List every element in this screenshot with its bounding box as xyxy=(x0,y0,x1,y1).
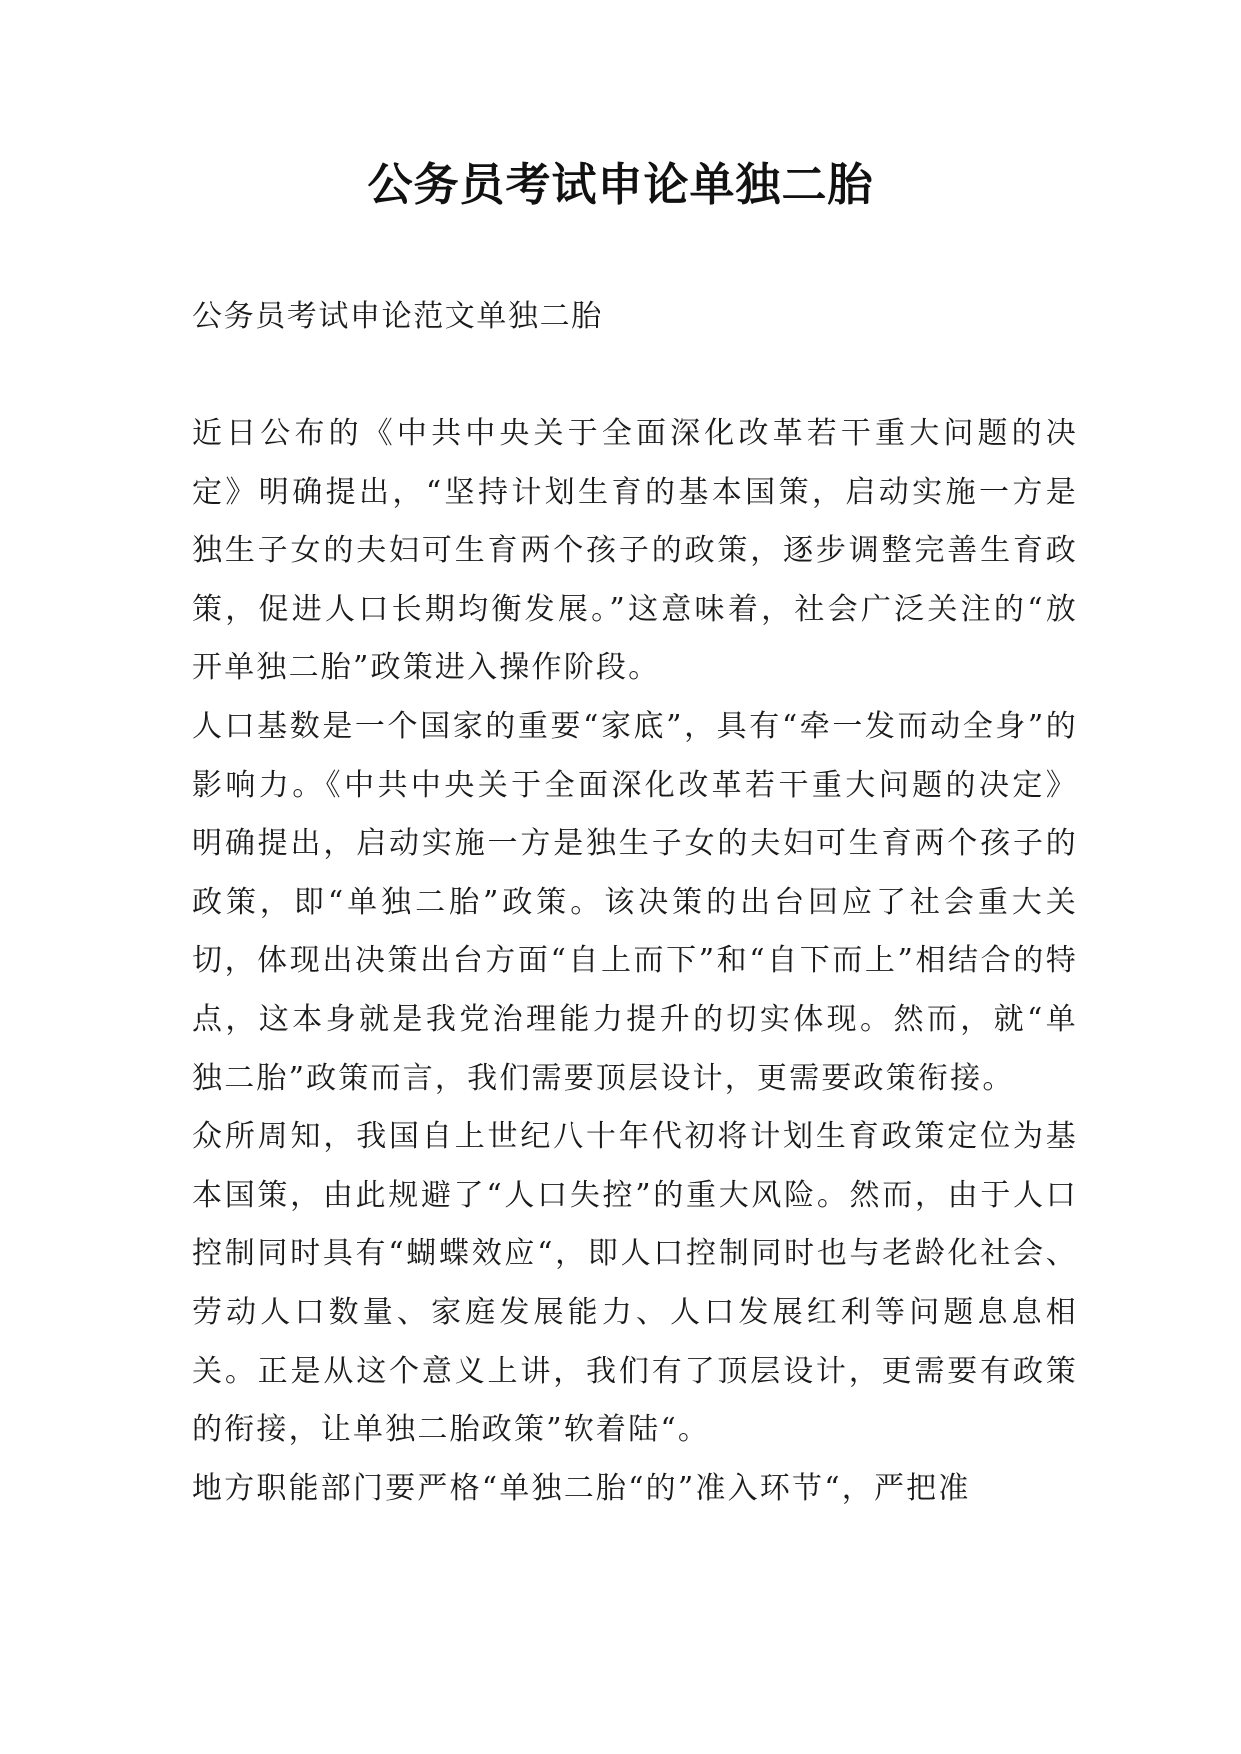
document-title: 公务员考试申论单独二胎 xyxy=(367,158,874,211)
paragraph: 众所周知，我国自上世纪八十年代初将计划生育政策定位为基本国策，由此规避了“人口失控”的重大风险。然而，由于人口控制同时具有“蝴蝶效应“，即人口控制同时也与老龄化社会、劳动人口数量、家庭发展能力、人口发展红利等问题息息相关。正是从这个意义上讲，我们有了顶层设计，更需要有政策的衔接，让单独二胎政策”软着陆“。 xyxy=(192,1119,1078,1448)
document-subtitle: 公务员考试申论范文单独二胎 xyxy=(192,299,603,334)
paragraph: 人口基数是一个国家的重要“家底”，具有“牵一发而动全身”的影响力。《中共中央关于全面深化改革若干重大问题的决定》明确提出，启动实施一方是独生子女的夫妇可生育两个孩子的政策，即“单独二胎”政策。该决策的出台回应了社会重大关切，体现出决策出台方面“自上而下”和“自下而上”相结合的特点，这本身就是我党治理能力提升的切实体现。然而，就“单独二胎”政策而言，我们需要顶层设计，更需要政策衔接。 xyxy=(192,708,1078,1096)
paragraph: 近日公布的《中共中央关于全面深化改革若干重大问题的决定》明确提出，“坚持计划生育的基本国策，启动实施一方是独生子女的夫妇可生育两个孩子的政策，逐步调整完善生育政策，促进人口长期均衡发展。”这意味着，社会广泛关注的“放开单独二胎”政策进入操作阶段。 xyxy=(192,416,1078,686)
paragraph: 地方职能部门要严格“单独二胎“的”准入环节“，严把准 xyxy=(192,1470,971,1506)
paragraph-list xyxy=(192,405,1078,1518)
